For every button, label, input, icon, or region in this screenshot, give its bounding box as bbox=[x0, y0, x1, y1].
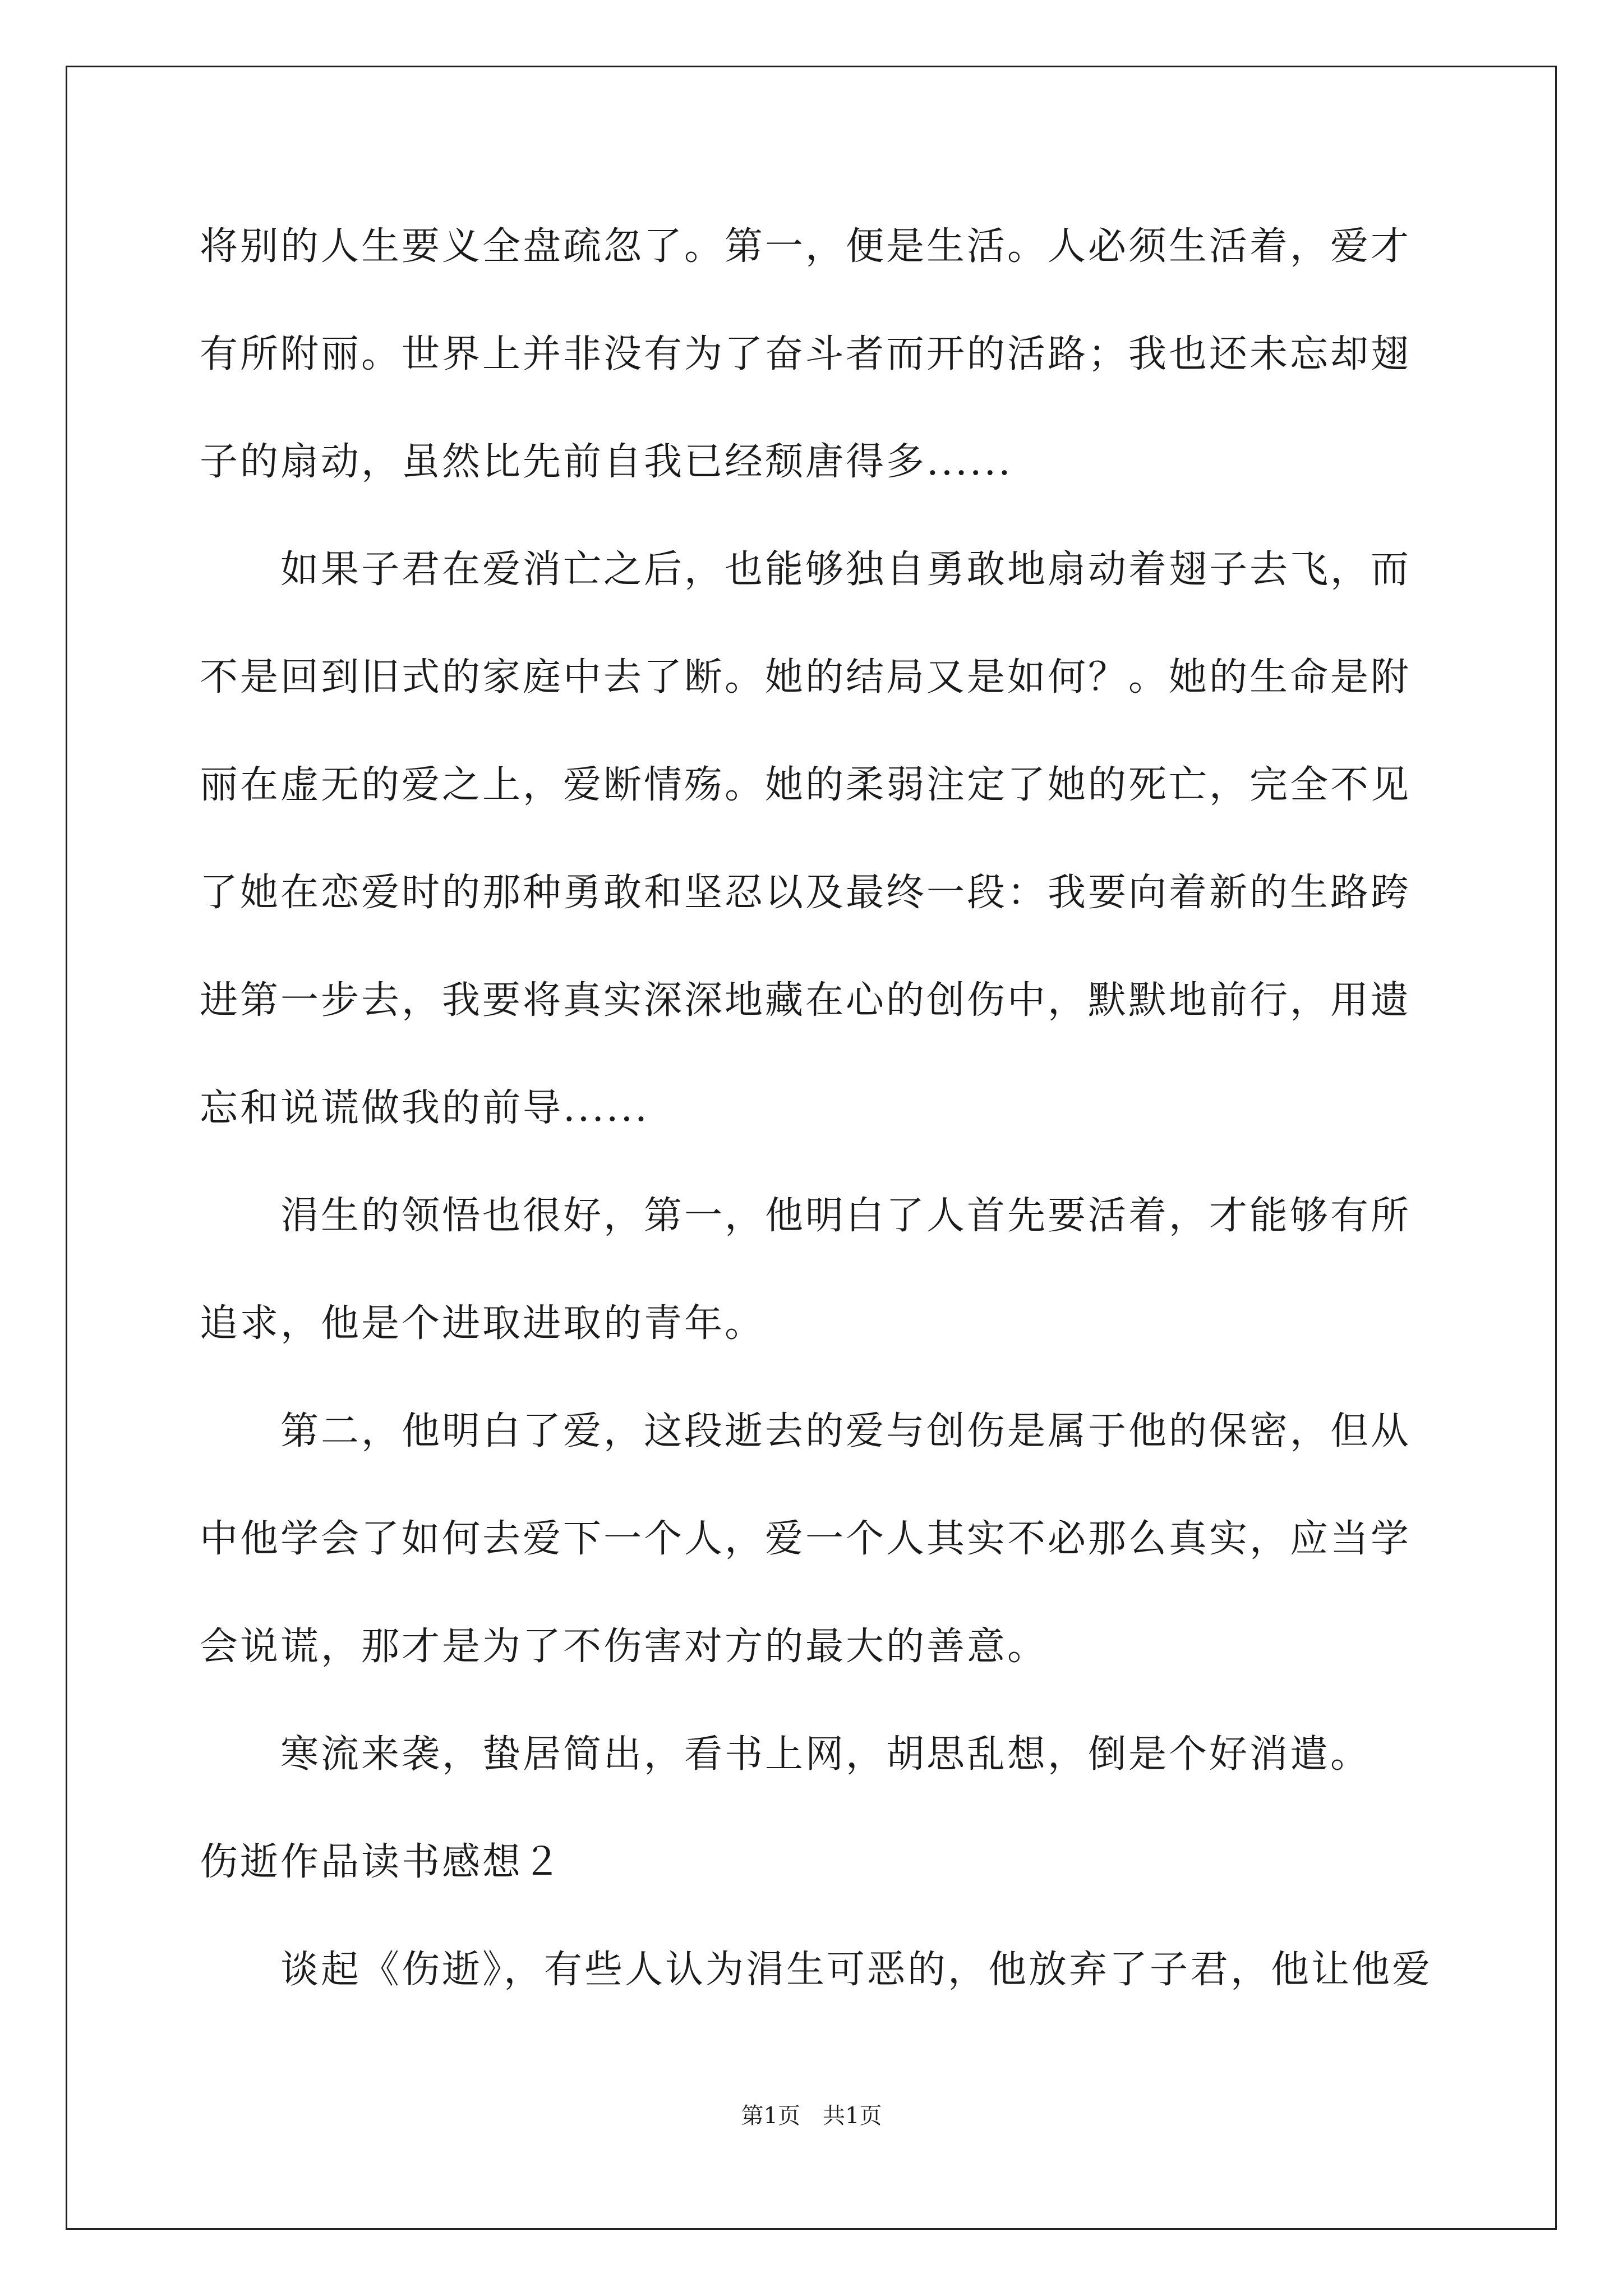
page-border bbox=[66, 66, 1557, 2230]
page-total: 共1页 bbox=[823, 2103, 882, 2129]
text-line: 如果子君在爱消亡之后，也能够独自勇敢地扇动着翅子去飞，而 bbox=[200, 547, 1412, 592]
text-line: 涓生的领悟也很好，第一，他明白了人首先要活着，才能够有所 bbox=[200, 1194, 1412, 1238]
text-line: 寒流来袭，蛰居简出，看书上网，胡思乱想，倒是个好消遣。 bbox=[200, 1732, 1371, 1777]
text-line: 谈起《伤逝》，有些人认为涓生可恶的，他放弃了子君，他让他爱 bbox=[200, 1948, 1433, 1992]
text-line: 中他学会了如何去爱下一个人，爱一个人其实不必那么真实，应当学 bbox=[200, 1517, 1412, 1561]
text-line: 第二，他明白了爱，这段逝去的爱与创伤是属于他的保密，但从 bbox=[200, 1409, 1412, 1453]
text-line: 有所附丽。世界上并非没有为了奋斗者而开的活路；我也还未忘却翅 bbox=[200, 332, 1412, 376]
page-number: 第1页 bbox=[741, 2103, 800, 2129]
text-line: 追求，他是个进取进取的青年。 bbox=[200, 1301, 766, 1346]
section-heading: 伤逝作品读书感想２ bbox=[200, 1840, 564, 1884]
page-footer bbox=[0, 2099, 1623, 2133]
text-line: 了她在恋爱时的那种勇敢和坚忍以及最终一段：我要向着新的生路跨 bbox=[200, 871, 1412, 915]
text-line: 会说谎，那才是为了不伤害对方的最大的善意。 bbox=[200, 1625, 1048, 1669]
text-line: 不是回到旧式的家庭中去了断。她的结局又是如何？。她的生命是附 bbox=[200, 655, 1412, 700]
text-line: 进第一步去，我要将真实深深地藏在心的创伤中，默默地前行，用遗 bbox=[200, 978, 1412, 1023]
text-line: 丽在虚无的爱之上，爱断情殇。她的柔弱注定了她的死亡，完全不见 bbox=[200, 763, 1412, 807]
text-line: 将别的人生要义全盘疏忽了。第一，便是生活。人必须生活着，爱才 bbox=[200, 224, 1412, 269]
text-line: 忘和说谎做我的前导...... bbox=[200, 1086, 649, 1130]
text-line: 子的扇动，虽然比先前自我已经颓唐得多...... bbox=[200, 440, 1013, 484]
